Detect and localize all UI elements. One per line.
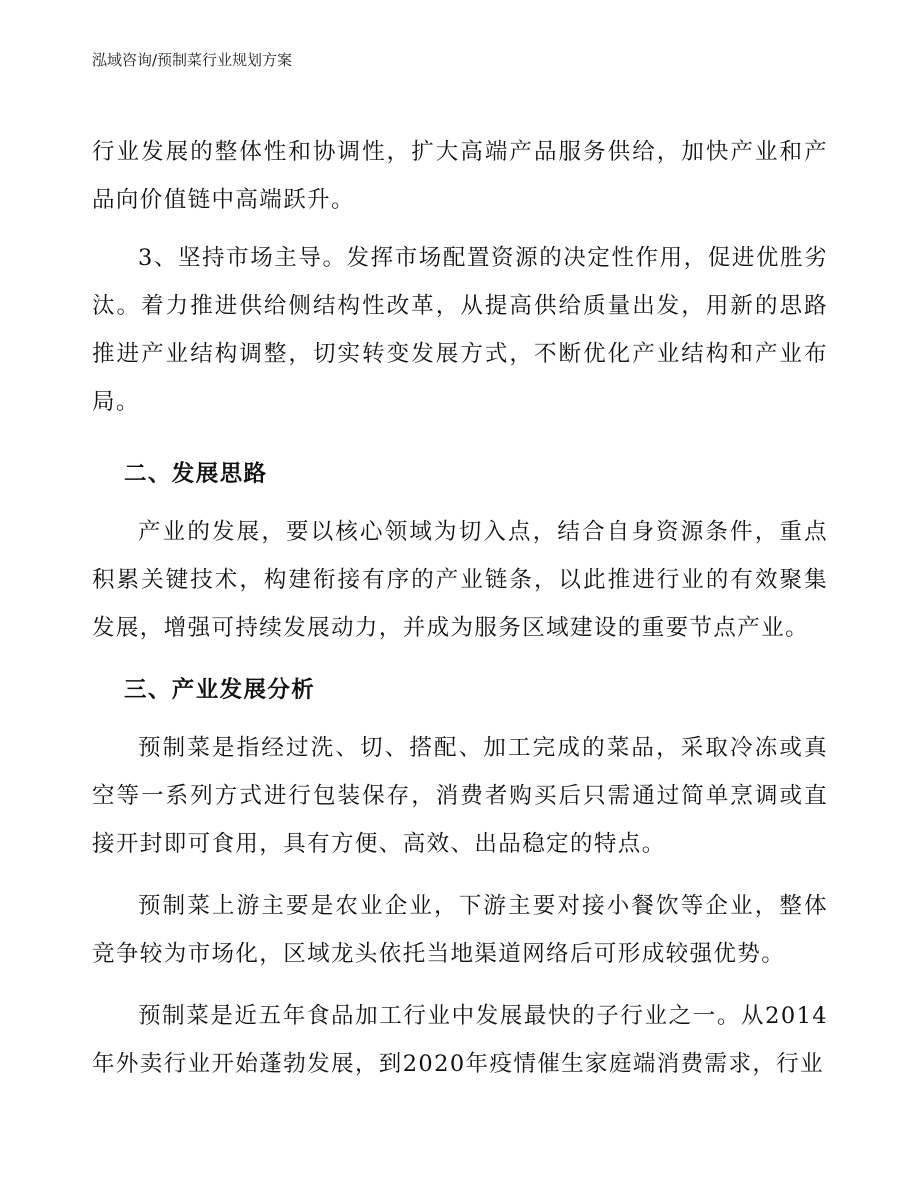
section-heading-industry-analysis: 三、产业发展分析 bbox=[124, 677, 316, 703]
paragraph-supply-chain: 预制菜上游主要是农业企业，下游主要对接小餐饮等企业，整体竞争较为市场化，区域龙头依托当地渠道网络后可形成较强优势。 bbox=[92, 893, 828, 967]
document-body bbox=[92, 128, 828, 1088]
paragraph-development-ideas: 产业的发展，要以核心领域为切入点，结合自身资源条件，重点积累关键技术，构建衔接有序的产业链条，以此推进行业的有效聚集发展，增强可持续发展动力，并成为服务区域建设的重要节点产业。 bbox=[92, 519, 828, 641]
paragraph-market-leading: 3、坚持市场主导。发挥市场配置资源的决定性作用，促进优胜劣汰。着力推进供给侧结构性改革，从提高供给质量出发，用新的思路推进产业结构调整，切实转变发展方式，不断优化产业结构和产业布局。 bbox=[92, 245, 828, 415]
paragraph-growth: 预制菜是近五年食品加工行业中发展最快的子行业之一。从2014年外卖行业开始蓬勃发展，到2020年疫情催生家庭端消费需求，行业 bbox=[92, 1003, 828, 1077]
paragraph-continued: 行业发展的整体性和协调性，扩大高端产品服务供给，加快产业和产品向价值链中高端跃升。 bbox=[92, 139, 828, 213]
page-header: 泓域咨询/预制菜行业规划方案 bbox=[92, 51, 293, 69]
section-heading-development-ideas: 二、发展思路 bbox=[124, 461, 268, 487]
paragraph-definition: 预制菜是指经过洗、切、搭配、加工完成的菜品，采取冷冻或真空等一系列方式进行包装保存，消费者购买后只需通过简单烹调或直接开封即可食用，具有方便、高效、出品稳定的特点。 bbox=[92, 735, 828, 857]
